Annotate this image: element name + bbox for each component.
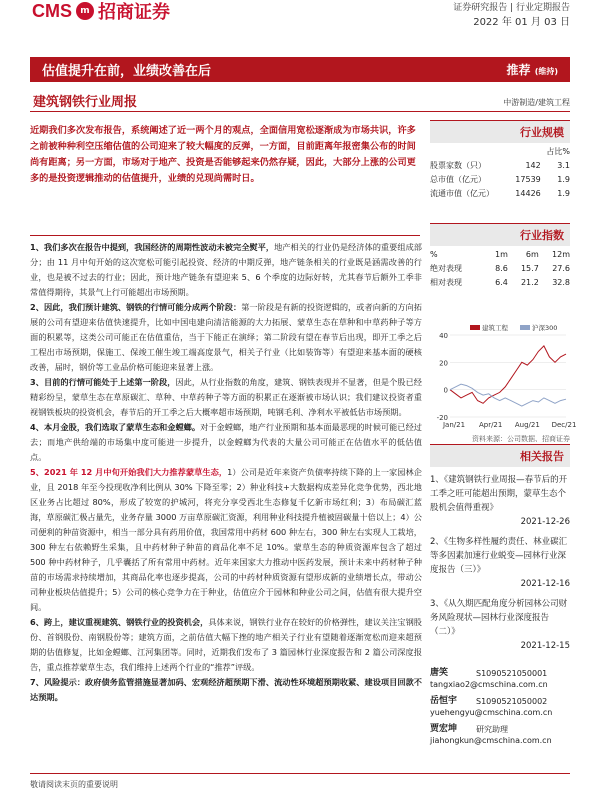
footer-note: 敬请阅读末页的重要说明	[30, 780, 118, 789]
y-tick-label: 0	[443, 386, 448, 395]
table-row: 流通市值（亿元） 14426 1.9	[430, 189, 570, 198]
y-tick-label: 40	[439, 332, 448, 340]
analyst-cert: 研究助理	[476, 725, 508, 734]
legend-swatch	[470, 325, 480, 330]
subtitle-divider	[30, 111, 570, 112]
analyst-list	[430, 668, 570, 746]
banner-title: 估值提升在前，业绩改善在后	[42, 64, 212, 79]
analyst-email[interactable]: yuehengyu@cmschina.com.cn	[430, 708, 553, 717]
summary-paragraph: 近期我们多次发布报告，系统阐述了近一两个月的观点，全面信用宽松逐渐成为市场共识，许多之前被种种利空压缩估值的公司迎来了较大幅度的反弹，一方面，目前距离年报密集公布的时间尚有距离；另一方面，市场对于地产、投资是否能够起来仍然存疑，因此，大部分上涨的公司更多的是投资逻辑推动的估值提升，业绩的兑现尚需时日。	[30, 125, 416, 184]
analyst-cert: S1090521050002	[476, 697, 548, 706]
x-tick-label: Dec/21	[551, 421, 577, 429]
industry-scale-heading: 行业规模	[430, 120, 570, 143]
y-tick-label: -20	[436, 414, 448, 422]
analyst-email[interactable]: tangxiao2@cmschina.com.cn	[430, 680, 548, 689]
table-row: 总市值（亿元） 17539 1.9	[430, 175, 570, 184]
related-reports	[430, 444, 570, 653]
page-header	[0, 0, 600, 40]
key-point: 5、2021 年 12 月中旬开始我们大力推荐蒙草生态，1）公司是近年来资产负债率持续下降的上一家园林企业，且 2018 年至今投现收净利比例从 30% 下降至零；2）种业科技+大数据构成差异化竞争优势，西北地区业务占比超过 80%，形成了较宽的护城河，将充分享受西北生态修复千亿新市场红利；3）布局碳汇蓝海，草原碳汇极占量先，业务存量 3000 万亩草原碳汇资源，利用种业科技提升植被固碳量十倍以上；4）公司便利的种苗资源中，相当一部分具有药用价值，我国常用中药材 600 种左右，300 种左右实现人工栽培，300 种左右依赖野生采集，且中药材种子种苗的商品化率不足 10%。蒙草生态的种质资源库包含了超过 500 种中药材种子，几乎囊括了所有常用中药材。近年来国家大力推动中医药发展，预计未来中药材种子种苗的市场需求持续增加，其商品化率也逐步提高，公司的中药材种质资源有望形成新的业绩增长点，带动公司种业板块估值提升；5）公司的核心竞争力在于种业，估值应介于园林和种业公司之间，估值有很大提升空间。	[30, 467, 422, 612]
analyst-name: 岳恒宇	[430, 696, 458, 706]
x-tick-label: Apr/21	[478, 421, 503, 429]
analyst-name: 贾宏坤	[430, 724, 458, 734]
x-tick-label: Aug/21	[514, 421, 540, 429]
table-row: 相对表现 6.4 21.2 32.8	[430, 278, 570, 287]
y-tick-label: 20	[439, 359, 448, 368]
summary-divider	[30, 235, 420, 236]
industry-index-table	[430, 248, 570, 290]
logo-cms-text: CMS	[32, 0, 72, 21]
key-point: 6、跨上，建议重视建筑、钢铁行业的投资机会，具体来说，钢铁行业存在较好的价格弹性，建议关注宝钢股份、首钢股份、南钢股份等；建筑方面，之前估值大幅下挫的地产相关子行业有望随着逐渐宽松而迎来超预期的估值修复，比如金螳螂、江河集团等。同时，近期我们发布了 3 篇园林行业深度报告和 2 篇公司深度报告，重点推荐蒙草生态，我们维持上述两个行业的“推荐”评级。	[30, 617, 422, 672]
key-points	[30, 240, 422, 705]
rating-label: 推荐	[506, 63, 531, 77]
logo-emblem-icon: m	[76, 2, 94, 20]
key-point: 2、因此，我们预计建筑、钢铁的行情可能分成两个阶段：第一阶段是有新的投资逻辑的，或者向新的方向拓展的公司有望迎来估值快速提升，比如中国电建向清洁能源的大力拓展、蒙草生态在草种和中草药种子等方面的积累等，这类公司可能正在估值重估，当于下能正在演绎；第二阶段有望在春节后出现，即开工季之后工程出市场预期，保施工、保竣工催生竣工端高度景气，相关子行业（比如装饰等）有望迎来基本面的硬核改善，届时，钢价等工业品价格可能迎来显著上涨。	[30, 302, 422, 372]
key-point: 1、我们多次在报告中提到，我国经济的周期性波动未被完全熨平，地产相关的行业仍是经济体的重要组成部分；由 11 月中旬开始的这次宽松可能引起投资、经济的中期反弹，地产链条相关的行业既是涵需改善的行业，也是被不过去的行业；因此，预计地产链条有望迎来 5、6 个季度的边际好转，尤其春节后额外工季非常值得期待，其景气上行可能超出市场预期。	[30, 242, 422, 297]
rating-badge	[506, 61, 558, 78]
related-report-item[interactable]: 3、《从久期匹配角度分析园林公司财务风险现状—园林行业深度报告（二）》 2021-12-15	[430, 599, 570, 651]
title-banner	[30, 57, 570, 82]
key-point: 3、目前的行情可能处于上述第一阶段，因此，从行业指数的角度，建筑、钢铁表现并不显著，但是个股已经精彩纷呈，蒙草生态在草原碳汇、草种、中草药种子等方面的积累正在逐渐被市场认识；我们建议投资者重视钢铁板块的投资机会，春节后的开工季之后大概率超市场预期，吨钢毛利、净利水平被低估市场预期。	[30, 377, 422, 417]
table-row: 绝对表现 8.6 15.7 27.6	[430, 264, 570, 273]
scale-pct-header: 占比%	[546, 147, 570, 156]
analyst-email[interactable]: jiahongkun@cmschina.com.cn	[430, 736, 552, 745]
chart-svg	[430, 321, 577, 433]
sidebar	[430, 120, 570, 290]
key-point: 7、风险提示：政府债务监管措施显著加码、宏观经济超预期下滑、流动性环境超预期收紧、建设项目回款不达预期。	[30, 677, 422, 702]
analyst-row	[430, 724, 570, 735]
series-line	[450, 346, 566, 403]
logo-cn-text: 招商证券	[98, 2, 170, 23]
analyst-row	[430, 696, 570, 707]
related-reports-heading: 相关报告	[430, 444, 570, 467]
table-row: 股票家数（只） 142 3.1	[430, 161, 570, 170]
industry-index-heading: 行业指数	[430, 223, 570, 246]
rating-note: (维持)	[534, 67, 558, 76]
report-date: 2022 年 01 月 03 日	[473, 17, 570, 28]
analyst-name: 唐笑	[430, 668, 449, 678]
analyst-row	[430, 668, 570, 679]
industry-category: 中游制造/建筑工程	[503, 98, 570, 107]
company-logo	[32, 0, 170, 22]
report-subtitle: 建筑钢铁行业周报	[33, 95, 138, 110]
index-performance-chart	[430, 321, 577, 433]
analyst-cert: S1090521050001	[476, 669, 548, 678]
legend-label: 建筑工程	[482, 324, 508, 332]
related-report-item[interactable]: 2、《生物多样性履约责任、林业碳汇等多因素加速行业蜕变—园林行业深度报告（三）》 2021-12-16	[430, 537, 570, 589]
legend-label: 沪深300	[532, 324, 558, 332]
table-header-row: % 1m 6m 12m	[430, 250, 570, 259]
x-tick-label: Jan/21	[442, 421, 466, 429]
report-type: 证券研究报告 | 行业定期报告	[453, 3, 570, 13]
industry-scale-table	[430, 145, 570, 201]
legend-swatch	[520, 325, 530, 330]
related-report-item[interactable]: 1、《建筑钢铁行业周报—春节后的开工季之旺可能超出预期，蒙草生态个股机会值得重视》 2021-12-26	[430, 475, 570, 527]
footer-divider	[30, 773, 570, 774]
chart-source: 资料来源：公司数据、招商证券	[472, 435, 570, 443]
key-point: 4、本月金股，我们选取了蒙草生态和金螳螂。对于金螳螂，地产行业预期和基本面最恶现的时候可能已经过去；而地产供给端的市场集中度可能进一步提升，以金螳螂为代表的大量公司可能正在估值水平的低估值点。	[30, 422, 422, 462]
